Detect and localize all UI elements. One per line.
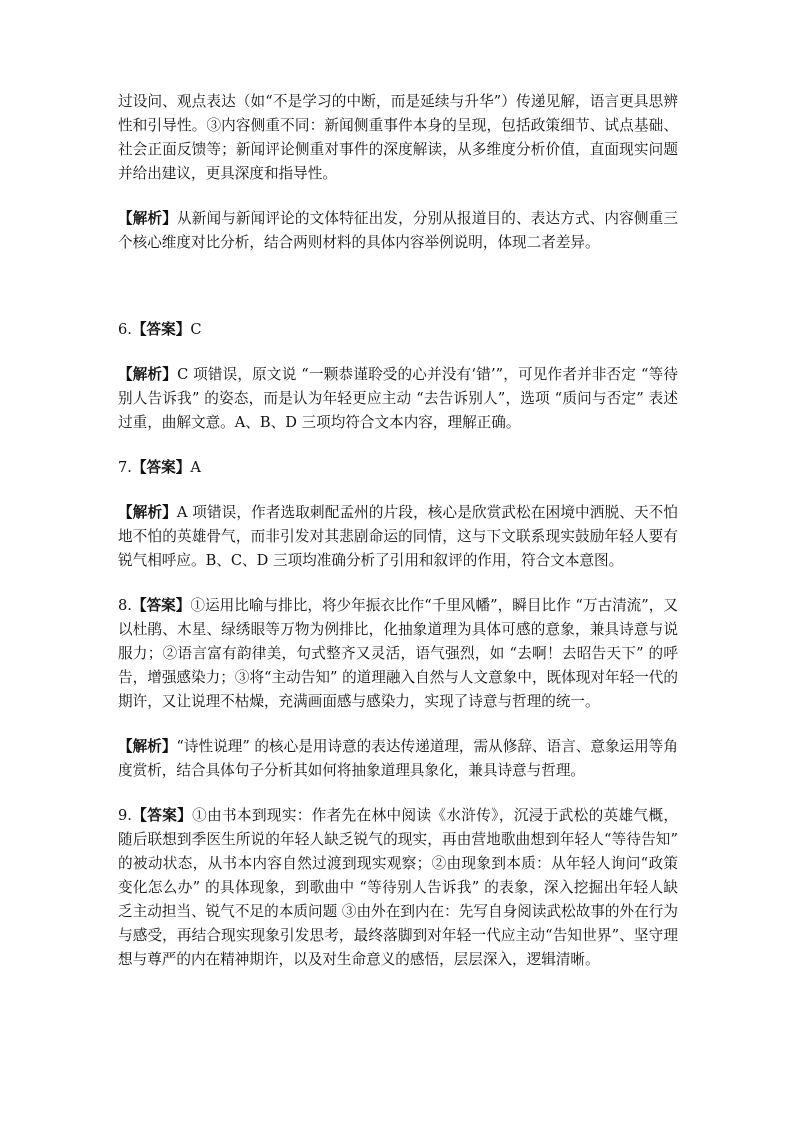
answer-label: 【答案】 — [131, 597, 191, 614]
analysis-text: 从新闻与新闻评论的文体特征出发，分别从报道目的、表达方式、内容侧重三个核心维度对比分析，结合两则材料的具体内容举例说明，体现二者差异。 — [118, 210, 678, 251]
analysis-7 — [118, 501, 678, 573]
answer-7 — [118, 456, 678, 480]
analysis-text: “诗性说理” 的核心是用诗意的表达传递道理，需从修辞、语言、意象运用等角度赏析，结合具体句子分析其如何将抽象道理具象化，兼具诗意与哲理。 — [118, 738, 678, 779]
answer-text: ①由书本到现实：作者先在林中阅读《水浒传》，沉浸于武松的英雄气概，随后联想到季医生所说的年轻人缺乏锐气的现实，再由营地歌曲想到年轻人“等待告知” 的被动状态，从书本内容自然过渡到现实观察；②由现象到本质：从年轻人询问“政策变化怎么办” 的具体现象，到歌曲中 “等待别人告诉我” 的表象，深入挖掘出年轻人缺乏主动担当、锐气不足的本质问题 ③由外在到内在：先写自身阅读武松故事的外在行为与感受，再结合现实现象引发思考，最终落脚到对年轻一代应主动“告知世界”、坚守理想与尊严的内在精神期许，以及对生命意义的感悟，层层深入，逻辑清晰。 — [118, 807, 678, 968]
analysis-text: C 项错误，原文说 “一颗恭谨聆受的心并没有‘错’”，可见作者并非否定 “等待别人告诉我” 的姿态，而是认为年轻更应主动 “去告诉别人”，选项 “质问与否定” 表述过重，曲解文意。A、B、D 三项均符合文本内容，理解正确。 — [118, 366, 678, 431]
question-number: 8. — [118, 597, 132, 614]
answer-5-continuation: 过设问、观点表达（如“不是学习的中断，而是延续与升华”）传递见解，语言更具思辨性和引导性。③内容侧重不同：新闻侧重事件本身的呈现，包括政策细节、试点基础、社会正面反馈等；新闻评论侧重对事件的深度解读，从多维度分析价值，直面现实问题并给出建议，更具深度和指导性。 — [118, 93, 678, 182]
analysis-5 — [118, 207, 678, 255]
analysis-label: 【解析】 — [118, 738, 177, 755]
question-number: 6. — [118, 321, 132, 338]
analysis-label: 【解析】 — [118, 504, 177, 521]
answer-label: 【答案】 — [131, 321, 191, 338]
answer-9 — [118, 804, 678, 972]
analysis-text: A 项错误，作者选取刺配孟州的片段，核心是欣赏武松在困境中洒脱、天不怕地不怕的英雄骨气，而非引发对其悲剧命运的同情，这与下文联系现实鼓励年轻人要有锐气相呼应。B、C、D 三项均准确分析了引用和叙评的作用，符合文本意图。 — [118, 504, 678, 569]
answer-label: 【答案】 — [131, 459, 191, 476]
question-number: 7. — [118, 459, 132, 476]
analysis-6 — [118, 363, 678, 435]
answer-8 — [118, 594, 678, 714]
answer-6 — [118, 318, 678, 342]
answer-label: 【答案】 — [131, 807, 193, 824]
document-page — [118, 90, 678, 972]
answer-text: ①运用比喻与排比，将少年振衣比作“千里风幡”，瞬目比作 “万古清流”，又以杜鹃、木星、绿绣眼等万物为例排比，化抽象道理为具体可感的意象，兼具诗意与说服力；②语言富有韵律美，句式整齐又灵活，语气强烈，如 “去啊！去昭告天下” 的呼告，增强感染力；③将“主动告知” 的道理融入自然与人文意象中，既体现对年轻一代的期许，又让说理不枯燥，充满画面感与感染力，实现了诗意与哲理的统一。 — [118, 597, 678, 710]
analysis-8 — [118, 735, 678, 783]
analysis-label: 【解析】 — [118, 366, 178, 383]
analysis-label: 【解析】 — [118, 210, 177, 227]
answer-text: C — [190, 321, 202, 338]
answer-text: A — [190, 459, 201, 476]
question-number: 9. — [118, 807, 132, 824]
